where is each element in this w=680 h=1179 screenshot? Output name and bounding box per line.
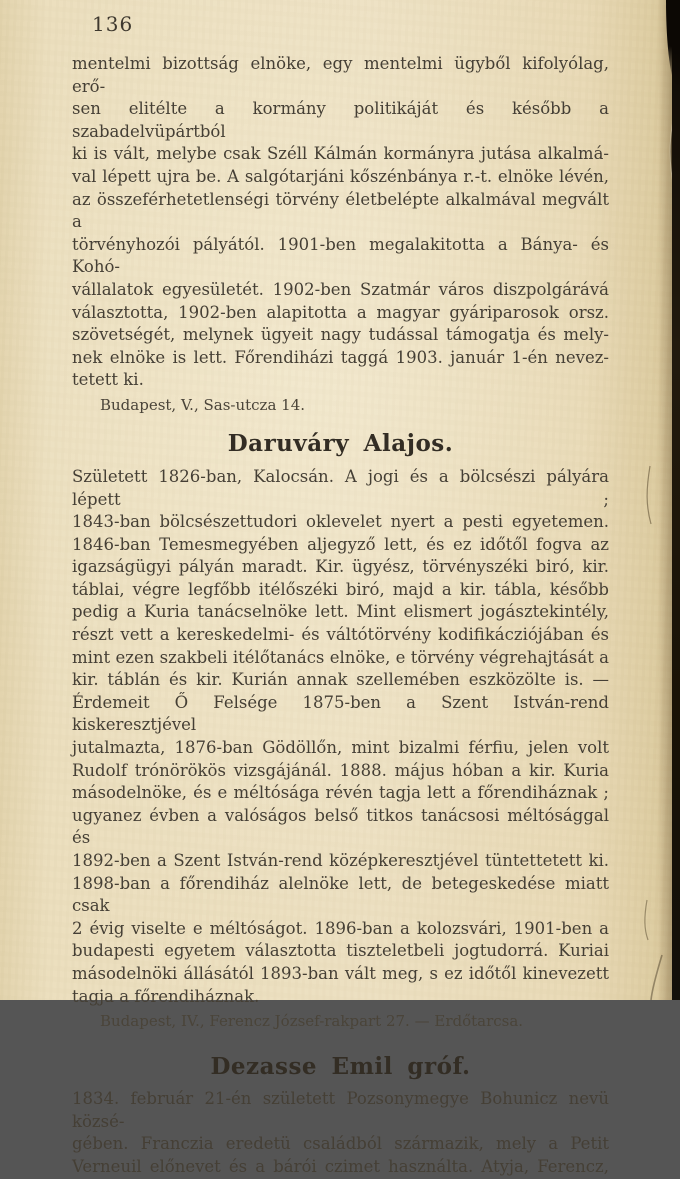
text-line: Verneuil előnevet és a bárói czimet használta. Atyja, Ferencz, [72,1156,609,1176]
page-content [72,53,609,1179]
text-line: 1834. február 21-én született Pozsonymegye Bohunicz nevü közsé- [72,1089,609,1131]
text-line: val lépett ujra be. A salgótarjáni kőszénbánya r.-t. elnöke lévén, [72,166,609,186]
text-line: igazságügyi pályán maradt. Kir. ügyész, törvényszéki biró, kir. [72,557,609,577]
text-line: ugyanez évben a valóságos belső titkos tanácsosi méltósággal és [72,805,609,848]
address-line: Budapest, IV., Ferencz József-rakpart 27. — Erdőtarcsa. [100,1012,524,1031]
biography-entry-continuation [72,53,609,415]
text-line: budapesti egyetem választotta tiszteletbeli jogtudorrá. Kuriai [72,941,609,961]
text-line: mint ezen szakbeli itélőtanács elnöke, e törvény végrehajtását a [72,647,609,667]
text-line: Érdemeit Ő Felsége 1875-ben a Szent István-rend kiskeresztjével [72,692,609,735]
text-line: ki is vált, melybe csak Széll Kálmán kormányra jutása alkalmá- [72,144,609,164]
text-line: szövetségét, melynek ügyeit nagy tudással támogatja és mely- [72,325,609,345]
biography-entry-daruvary [72,430,609,1031]
text-line: 1843-ban bölcsészettudori oklevelet nyert a pesti egyetemen. [72,512,609,532]
text-line: Született 1826-ban, Kalocsán. A jogi és a bölcsészi pályára lépett ; [72,466,609,509]
scan-artifact-hairline [647,466,651,524]
scan-artifact-hairline [645,900,648,940]
text-line: részt vett a kereskedelmi- és váltótörvény kodifikácziójában és [72,625,609,645]
paragraph [72,466,609,1008]
text-line: vállalatok egyesületét. 1902-ben Szatmár város diszpolgárává [72,279,609,299]
text-line: törvényhozói pályától. 1901-ben megalakitotta a Bánya- és Kohó- [72,234,609,277]
text-line: jutalmazta, 1876-ban Gödöllőn, mint bizalmi férfiu, jelen volt [72,738,609,758]
page-edge-shading [658,0,672,1000]
text-line: 1846-ban Temesmegyében aljegyző lett, és ez időtől fogva az [72,534,609,554]
text-line: az összeférhetetlenségi törvény életbelépte alkalmával megvált a [72,189,609,232]
paragraph [72,53,609,392]
text-line: sen elitélte a kormány politikáját és később a szabadelvüpártból [72,99,609,141]
text-line: kir. táblán és kir. Kurián annak szellemében eszközölte is. — [72,670,609,690]
text-line: tetett ki. [72,370,144,390]
paragraph [72,1088,609,1178]
text-line: mentelmi bizottság elnöke, egy mentelmi ügyből kifolyólag, erő- [72,54,609,96]
text-line: nek elnöke is lett. Főrendiházi taggá 1903. január 1-én nevez- [72,347,609,367]
text-line: gében. Franczia eredetü családból származik, mely a Petit [72,1134,609,1154]
page-edge-shadow [672,0,680,1000]
text-line: 1898-ban a főrendiház alelnöke lett, de betegeskedése miatt csak [72,873,609,916]
text-line: 1892-ben a Szent István-rend középkeresztjével tüntettetett ki. [72,851,609,870]
text-line: táblai, végre legfőbb itélőszéki biró, majd a kir. tábla, később [72,579,609,599]
biography-entry-dezasse [72,1053,609,1178]
entry-heading: Daruváry Alajos. [227,429,454,457]
entry-heading: Dezasse Emil gróf. [210,1053,471,1081]
text-line: Rudolf trónörökös vizsgájánál. 1888. május hóban a kir. Kuria [72,760,609,780]
text-line: másodelnöke, és e méltósága révén tagja lett a főrendiháznak ; [72,783,609,803]
page-number: 136 [92,12,134,36]
text-line: másodelnöki állásától 1893-ban vált meg, s ez időtől kinevezett [72,963,609,983]
text-line: 2 évig viselte e méltóságot. 1896-ban a kolozsvári, 1901-ben a [72,918,609,938]
text-line: pedig a Kuria tanácselnöke lett. Mint elismert jogásztekintély, [72,602,609,622]
address-line: Budapest, V., Sas-utcza 14. [100,395,306,414]
text-line: tagja a főrendiháznak. [72,986,260,1006]
text-line: választotta, 1902-ben alapitotta a magyar gyáriparosok orsz. [72,302,609,322]
